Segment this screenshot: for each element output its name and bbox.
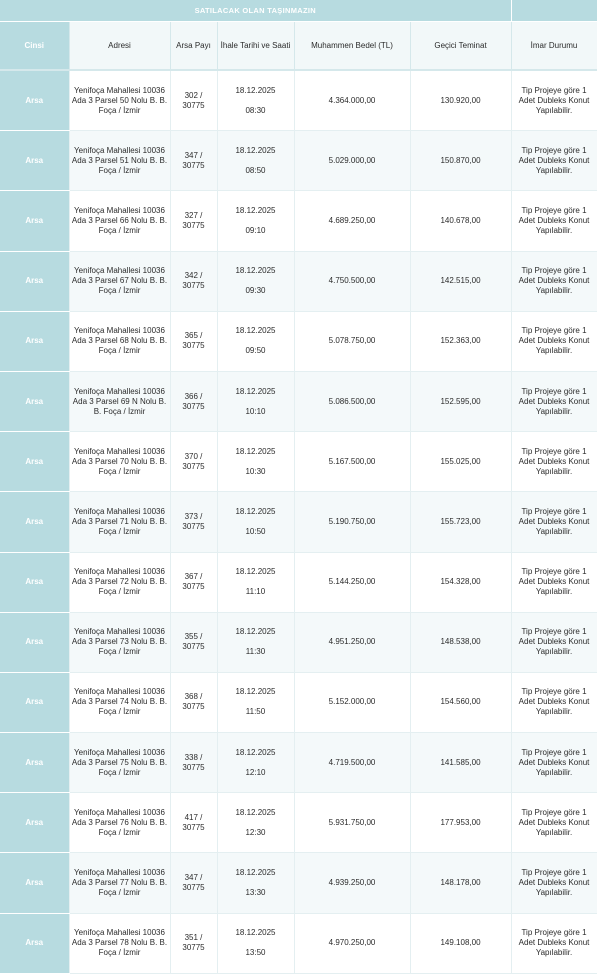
pay-denominator: 30775: [182, 702, 205, 712]
cell-teminat: [410, 131, 511, 191]
ihale-date: 18.12.2025: [235, 266, 276, 276]
cell-arsa-payi: [170, 131, 217, 191]
table-title: SATILACAK OLAN TAŞINMAZIN: [0, 0, 511, 22]
ihale-time: 08:50: [245, 165, 266, 175]
cell-adres: [69, 251, 170, 311]
cell-ihale: [217, 131, 294, 191]
cell-ihale: [217, 70, 294, 131]
ihale-time: 10:10: [245, 406, 266, 416]
teminat-value: 141.585,00: [440, 757, 481, 767]
pay-numerator: 351 /: [184, 933, 203, 943]
adres-text: Yenifoça Mahallesi 10036 Ada 3 Parsel 73 Nolu B. B. Foça / İzmir: [71, 627, 168, 657]
ihale-time: 08:30: [245, 105, 266, 115]
cinsi-text: Arsa: [25, 577, 44, 587]
cell-teminat: [410, 70, 511, 131]
cell-imar: [511, 913, 597, 973]
imar-text: Tip Projeye göre 1 Adet Dubleks Konut Yapılabilir.: [518, 85, 590, 115]
adres-text: Yenifoça Mahallesi 10036 Ada 3 Parsel 51 Nolu B. B. Foça / İzmir: [71, 145, 168, 175]
bedel-value: 5.167.500,00: [328, 456, 376, 466]
cell-cinsi: [0, 552, 69, 612]
cell-bedel: [294, 251, 410, 311]
cell-arsa-payi: [170, 492, 217, 552]
table-row: [0, 853, 597, 913]
pay-numerator: 370 /: [184, 451, 203, 461]
cell-teminat: [410, 612, 511, 672]
table-row: [0, 913, 597, 973]
cinsi-text: Arsa: [25, 878, 44, 888]
cell-imar: [511, 70, 597, 131]
cell-teminat: [410, 733, 511, 793]
cell-teminat: [410, 672, 511, 732]
cell-arsa-payi: [170, 311, 217, 371]
cell-cinsi: [0, 311, 69, 371]
teminat-value: 142.515,00: [440, 276, 481, 286]
teminat-value: 148.538,00: [440, 637, 481, 647]
cell-teminat: [410, 552, 511, 612]
header-cinsi: Cinsi: [0, 22, 69, 71]
table-row: [0, 432, 597, 492]
title-row: [0, 0, 597, 22]
pay-numerator: 365 /: [184, 331, 203, 341]
cell-adres: [69, 552, 170, 612]
cell-arsa-payi: [170, 371, 217, 431]
ihale-date: 18.12.2025: [235, 326, 276, 336]
adres-text: Yenifoça Mahallesi 10036 Ada 3 Parsel 74 Nolu B. B. Foça / İzmir: [71, 687, 168, 717]
pay-numerator: 338 /: [184, 752, 203, 762]
cell-imar: [511, 251, 597, 311]
pay-numerator: 355 /: [184, 632, 203, 642]
cell-ihale: [217, 311, 294, 371]
table-row: [0, 492, 597, 552]
pay-denominator: 30775: [182, 822, 205, 832]
table-row: [0, 251, 597, 311]
cell-ihale: [217, 492, 294, 552]
pay-numerator: 342 /: [184, 271, 203, 281]
cell-arsa-payi: [170, 733, 217, 793]
imar-text: Tip Projeye göre 1 Adet Dubleks Konut Yapılabilir.: [518, 567, 590, 597]
imar-text: Tip Projeye göre 1 Adet Dubleks Konut Yapılabilir.: [518, 747, 590, 777]
cell-bedel: [294, 191, 410, 251]
cell-ihale: [217, 853, 294, 913]
bedel-value: 5.144.250,00: [328, 577, 376, 587]
cell-teminat: [410, 191, 511, 251]
table-row: [0, 70, 597, 131]
adres-text: Yenifoça Mahallesi 10036 Ada 3 Parsel 76 Nolu B. B. Foça / İzmir: [71, 807, 168, 837]
adres-text: Yenifoça Mahallesi 10036 Ada 3 Parsel 66 Nolu B. B. Foça / İzmir: [71, 205, 168, 235]
cell-bedel: [294, 131, 410, 191]
table-row: [0, 793, 597, 853]
cell-cinsi: [0, 432, 69, 492]
cell-imar: [511, 131, 597, 191]
ihale-date: 18.12.2025: [235, 386, 276, 396]
cell-cinsi: [0, 131, 69, 191]
cell-arsa-payi: [170, 251, 217, 311]
imar-text: Tip Projeye göre 1 Adet Dubleks Konut Yapılabilir.: [518, 807, 590, 837]
cell-adres: [69, 70, 170, 131]
adres-text: Yenifoça Mahallesi 10036 Ada 3 Parsel 50 Nolu B. B. Foça / İzmir: [71, 85, 168, 115]
bedel-value: 4.364.000,00: [328, 95, 376, 105]
ihale-date: 18.12.2025: [235, 205, 276, 215]
pay-denominator: 30775: [182, 521, 205, 531]
ihale-time: 12:30: [245, 827, 266, 837]
bedel-value: 4.951.250,00: [328, 637, 376, 647]
cell-ihale: [217, 913, 294, 973]
cinsi-text: Arsa: [25, 215, 44, 225]
teminat-value: 152.595,00: [440, 396, 481, 406]
cell-teminat: [410, 432, 511, 492]
cell-ihale: [217, 191, 294, 251]
ihale-time: 09:10: [245, 225, 266, 235]
cell-arsa-payi: [170, 191, 217, 251]
cinsi-text: Arsa: [25, 637, 44, 647]
adres-text: Yenifoça Mahallesi 10036 Ada 3 Parsel 70 Nolu B. B. Foça / İzmir: [71, 446, 168, 476]
bedel-value: 4.750.500,00: [328, 276, 376, 286]
ihale-time: 11:30: [245, 647, 266, 657]
cell-adres: [69, 853, 170, 913]
bedel-value: 4.970.250,00: [328, 938, 376, 948]
ihale-time: 10:30: [245, 466, 266, 476]
cinsi-text: Arsa: [25, 757, 44, 767]
imar-text: Tip Projeye göre 1 Adet Dubleks Konut Yapılabilir.: [518, 868, 590, 898]
ihale-date: 18.12.2025: [235, 868, 276, 878]
teminat-value: 155.025,00: [440, 456, 481, 466]
cell-bedel: [294, 432, 410, 492]
ihale-time: 13:50: [245, 948, 266, 958]
cell-arsa-payi: [170, 672, 217, 732]
header-adresi: Adresi: [69, 22, 170, 71]
header-row: [0, 22, 597, 71]
bedel-value: 5.078.750,00: [328, 336, 376, 346]
adres-text: Yenifoça Mahallesi 10036 Ada 3 Parsel 69 N Nolu B. B. Foça / İzmir: [72, 386, 167, 416]
ihale-time: 12:10: [245, 767, 266, 777]
pay-numerator: 347 /: [184, 873, 203, 883]
pay-numerator: 417 /: [184, 812, 203, 822]
teminat-value: 154.560,00: [440, 697, 481, 707]
pay-denominator: 30775: [182, 341, 205, 351]
bedel-value: 4.939.250,00: [328, 878, 376, 888]
pay-denominator: 30775: [182, 642, 205, 652]
cell-imar: [511, 371, 597, 431]
cell-imar: [511, 853, 597, 913]
cinsi-text: Arsa: [25, 396, 44, 406]
adres-text: Yenifoça Mahallesi 10036 Ada 3 Parsel 77 Nolu B. B. Foça / İzmir: [71, 868, 168, 898]
cinsi-text: Arsa: [25, 817, 44, 827]
ihale-date: 18.12.2025: [235, 747, 276, 757]
cell-bedel: [294, 853, 410, 913]
cell-bedel: [294, 492, 410, 552]
cell-ihale: [217, 552, 294, 612]
cell-adres: [69, 432, 170, 492]
cell-bedel: [294, 733, 410, 793]
cell-bedel: [294, 311, 410, 371]
ihale-date: 18.12.2025: [235, 928, 276, 938]
table-row: [0, 311, 597, 371]
ihale-date: 18.12.2025: [235, 687, 276, 697]
cell-imar: [511, 552, 597, 612]
adres-text: Yenifoça Mahallesi 10036 Ada 3 Parsel 75 Nolu B. B. Foça / İzmir: [71, 747, 168, 777]
header-teminat: Geçici Teminat: [410, 22, 511, 71]
cell-adres: [69, 311, 170, 371]
table-row: [0, 371, 597, 431]
pay-numerator: 347 /: [184, 150, 203, 160]
adres-text: Yenifoça Mahallesi 10036 Ada 3 Parsel 71 Nolu B. B. Foça / İzmir: [71, 506, 168, 536]
table-row: [0, 552, 597, 612]
imar-text: Tip Projeye göre 1 Adet Dubleks Konut Yapılabilir.: [518, 506, 590, 536]
cell-imar: [511, 191, 597, 251]
ihale-date: 18.12.2025: [235, 506, 276, 516]
cell-arsa-payi: [170, 913, 217, 973]
cell-cinsi: [0, 191, 69, 251]
teminat-value: 149.108,00: [440, 938, 481, 948]
cell-ihale: [217, 612, 294, 672]
table-body: [0, 70, 597, 973]
pay-denominator: 30775: [182, 220, 205, 230]
bedel-value: 4.689.250,00: [328, 215, 376, 225]
adres-text: Yenifoça Mahallesi 10036 Ada 3 Parsel 72 Nolu B. B. Foça / İzmir: [71, 567, 168, 597]
cell-imar: [511, 672, 597, 732]
cell-adres: [69, 672, 170, 732]
cell-arsa-payi: [170, 552, 217, 612]
ihale-date: 18.12.2025: [235, 567, 276, 577]
cinsi-text: Arsa: [25, 697, 44, 707]
cell-arsa-payi: [170, 70, 217, 131]
cell-cinsi: [0, 612, 69, 672]
pay-numerator: 373 /: [184, 511, 203, 521]
teminat-value: 152.363,00: [440, 336, 481, 346]
teminat-value: 155.723,00: [440, 516, 481, 526]
cell-cinsi: [0, 853, 69, 913]
teminat-value: 130.920,00: [440, 95, 481, 105]
ihale-date: 18.12.2025: [235, 446, 276, 456]
table-row: [0, 131, 597, 191]
imar-text: Tip Projeye göre 1 Adet Dubleks Konut Yapılabilir.: [518, 266, 590, 296]
cell-bedel: [294, 913, 410, 973]
imar-text: Tip Projeye göre 1 Adet Dubleks Konut Yapılabilir.: [518, 326, 590, 356]
imar-text: Tip Projeye göre 1 Adet Dubleks Konut Yapılabilir.: [518, 687, 590, 717]
cell-cinsi: [0, 492, 69, 552]
cell-cinsi: [0, 371, 69, 431]
cell-adres: [69, 371, 170, 431]
bedel-value: 5.931.750,00: [328, 817, 376, 827]
table-row: [0, 672, 597, 732]
ihale-date: 18.12.2025: [235, 85, 276, 95]
imar-text: Tip Projeye göre 1 Adet Dubleks Konut Yapılabilir.: [518, 627, 590, 657]
title-blank-cell: [511, 0, 597, 22]
cell-ihale: [217, 733, 294, 793]
pay-denominator: 30775: [182, 281, 205, 291]
table-row: [0, 191, 597, 251]
cell-bedel: [294, 552, 410, 612]
cell-adres: [69, 612, 170, 672]
cell-imar: [511, 733, 597, 793]
cell-ihale: [217, 672, 294, 732]
imar-text: Tip Projeye göre 1 Adet Dubleks Konut Yapılabilir.: [518, 205, 590, 235]
pay-numerator: 368 /: [184, 692, 203, 702]
cinsi-text: Arsa: [25, 336, 44, 346]
ihale-date: 18.12.2025: [235, 145, 276, 155]
cell-bedel: [294, 371, 410, 431]
cinsi-text: Arsa: [25, 456, 44, 466]
ihale-date: 18.12.2025: [235, 627, 276, 637]
header-imar: İmar Durumu: [511, 22, 597, 71]
cell-teminat: [410, 913, 511, 973]
cell-teminat: [410, 251, 511, 311]
cinsi-text: Arsa: [25, 938, 44, 948]
pay-denominator: 30775: [182, 401, 205, 411]
cell-adres: [69, 492, 170, 552]
cinsi-text: Arsa: [25, 155, 44, 165]
cell-teminat: [410, 311, 511, 371]
cell-bedel: [294, 672, 410, 732]
bedel-value: 4.719.500,00: [328, 757, 376, 767]
cell-adres: [69, 191, 170, 251]
teminat-value: 148.178,00: [440, 878, 481, 888]
cell-arsa-payi: [170, 853, 217, 913]
pay-denominator: 30775: [182, 461, 205, 471]
cell-cinsi: [0, 793, 69, 853]
cell-adres: [69, 131, 170, 191]
cell-cinsi: [0, 672, 69, 732]
cinsi-text: Arsa: [25, 276, 44, 286]
pay-denominator: 30775: [182, 943, 205, 953]
cinsi-text: Arsa: [25, 95, 44, 105]
ihale-time: 09:50: [245, 346, 266, 356]
adres-text: Yenifoça Mahallesi 10036 Ada 3 Parsel 67 Nolu B. B. Foça / İzmir: [71, 266, 168, 296]
cell-arsa-payi: [170, 793, 217, 853]
cell-teminat: [410, 793, 511, 853]
ihale-date: 18.12.2025: [235, 807, 276, 817]
cell-cinsi: [0, 70, 69, 131]
cell-bedel: [294, 612, 410, 672]
bedel-value: 5.086.500,00: [328, 396, 376, 406]
cell-cinsi: [0, 913, 69, 973]
ihale-time: 09:30: [245, 286, 266, 296]
cell-bedel: [294, 793, 410, 853]
ihale-time: 11:10: [245, 587, 266, 597]
header-arsa-payi: Arsa Payı: [170, 22, 217, 71]
imar-text: Tip Projeye göre 1 Adet Dubleks Konut Yapılabilir.: [518, 446, 590, 476]
pay-numerator: 327 /: [184, 210, 203, 220]
pay-numerator: 367 /: [184, 572, 203, 582]
imar-text: Tip Projeye göre 1 Adet Dubleks Konut Yapılabilir.: [518, 386, 590, 416]
cell-ihale: [217, 251, 294, 311]
cell-arsa-payi: [170, 432, 217, 492]
teminat-value: 154.328,00: [440, 577, 481, 587]
pay-denominator: 30775: [182, 100, 205, 110]
cell-imar: [511, 492, 597, 552]
cell-imar: [511, 793, 597, 853]
pay-denominator: 30775: [182, 160, 205, 170]
cell-imar: [511, 612, 597, 672]
cell-adres: [69, 793, 170, 853]
cell-arsa-payi: [170, 612, 217, 672]
imar-text: Tip Projeye göre 1 Adet Dubleks Konut Yapılabilir.: [518, 928, 590, 958]
pay-denominator: 30775: [182, 883, 205, 893]
cell-ihale: [217, 371, 294, 431]
teminat-value: 150.870,00: [440, 155, 481, 165]
header-ihale: İhale Tarihi ve Saati: [217, 22, 294, 71]
ihale-time: 11:50: [245, 707, 266, 717]
cell-cinsi: [0, 251, 69, 311]
teminat-value: 140.678,00: [440, 215, 481, 225]
cell-ihale: [217, 432, 294, 492]
pay-denominator: 30775: [182, 762, 205, 772]
teminat-value: 177.953,00: [440, 817, 481, 827]
bedel-value: 5.029.000,00: [328, 155, 376, 165]
bedel-value: 5.152.000,00: [328, 697, 376, 707]
cell-adres: [69, 733, 170, 793]
cinsi-text: Arsa: [25, 516, 44, 526]
cell-teminat: [410, 492, 511, 552]
table-row: [0, 612, 597, 672]
cell-imar: [511, 311, 597, 371]
cell-cinsi: [0, 733, 69, 793]
pay-numerator: 302 /: [184, 90, 203, 100]
adres-text: Yenifoça Mahallesi 10036 Ada 3 Parsel 78 Nolu B. B. Foça / İzmir: [71, 928, 168, 958]
ihale-time: 13:30: [245, 888, 266, 898]
table-row: [0, 733, 597, 793]
cell-imar: [511, 432, 597, 492]
cell-adres: [69, 913, 170, 973]
cell-bedel: [294, 70, 410, 131]
pay-numerator: 366 /: [184, 391, 203, 401]
cell-teminat: [410, 371, 511, 431]
imar-text: Tip Projeye göre 1 Adet Dubleks Konut Yapılabilir.: [518, 145, 590, 175]
cell-teminat: [410, 853, 511, 913]
header-bedel: Muhammen Bedel (TL): [294, 22, 410, 71]
cell-ihale: [217, 793, 294, 853]
adres-text: Yenifoça Mahallesi 10036 Ada 3 Parsel 68 Nolu B. B. Foça / İzmir: [71, 326, 168, 356]
bedel-value: 5.190.750,00: [328, 516, 376, 526]
ihale-time: 10:50: [245, 526, 266, 536]
pay-denominator: 30775: [182, 582, 205, 592]
